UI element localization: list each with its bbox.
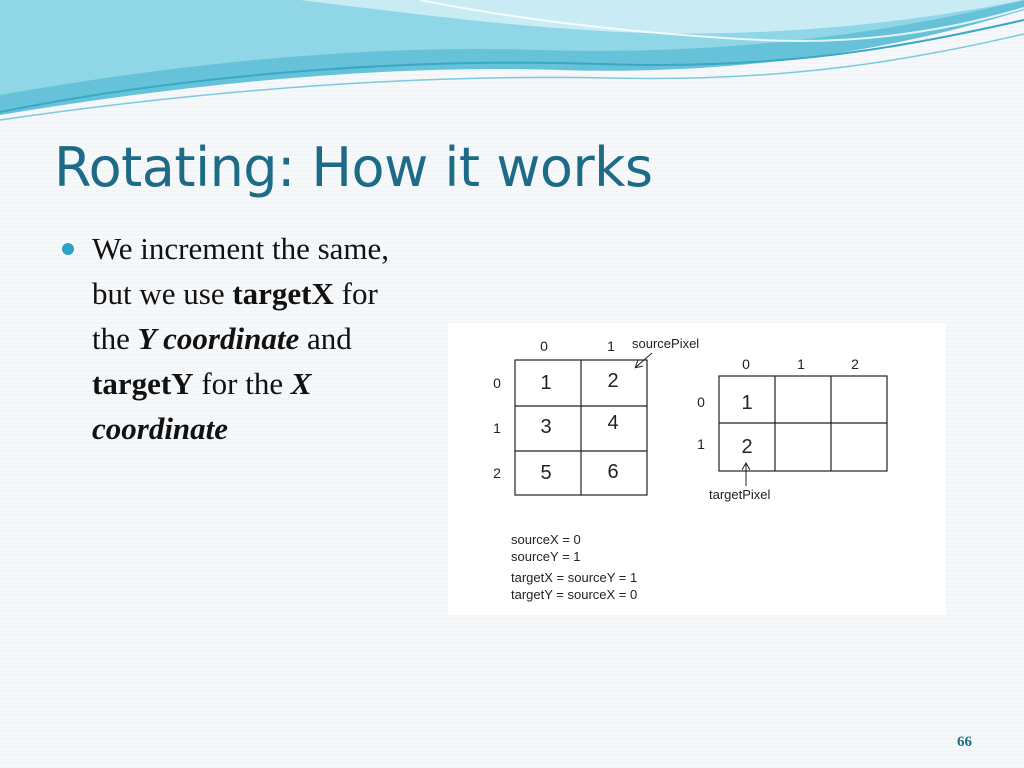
bullet-dot-icon bbox=[62, 243, 74, 255]
source-row-label: 2 bbox=[493, 465, 501, 481]
bullet-item bbox=[62, 226, 482, 451]
target-pixel-label: targetPixel bbox=[709, 487, 771, 502]
text-run: the bbox=[92, 321, 138, 356]
source-cell-value: 3 bbox=[540, 416, 552, 438]
equation-line: sourceX = 0 bbox=[511, 532, 581, 547]
bullet-line-2 bbox=[92, 271, 482, 316]
text-run: for the bbox=[193, 366, 291, 401]
header-wave-decoration bbox=[0, 0, 1024, 130]
rotation-diagram bbox=[448, 323, 946, 615]
source-cell-value: 4 bbox=[607, 412, 619, 434]
emphasis-targetx: targetX bbox=[232, 276, 334, 311]
text-run: but we use bbox=[92, 276, 233, 311]
bullet-line-5 bbox=[92, 406, 482, 451]
target-cell-value: 1 bbox=[741, 392, 753, 414]
source-cell-value: 2 bbox=[607, 370, 619, 392]
bullet-line-1: We increment the same, bbox=[92, 231, 390, 266]
source-row-label: 0 bbox=[493, 375, 501, 391]
source-cell-value: 6 bbox=[607, 461, 619, 483]
emphasis-coordinate: coordinate bbox=[92, 411, 229, 446]
slide-title: Rotating: How it works bbox=[54, 136, 653, 199]
source-col-label: 1 bbox=[607, 338, 615, 354]
emphasis-y-coordinate: Y coordinate bbox=[137, 321, 300, 356]
bullet-text bbox=[92, 226, 482, 451]
source-cell-value: 5 bbox=[540, 462, 552, 484]
bullet-list bbox=[62, 226, 482, 451]
bullet-line-3 bbox=[92, 316, 482, 361]
target-col-label: 2 bbox=[851, 356, 859, 372]
rotation-diagram-svg bbox=[448, 323, 946, 615]
target-row-label: 0 bbox=[697, 394, 705, 410]
target-cell-value: 2 bbox=[741, 436, 753, 458]
equation-line: sourceY = 1 bbox=[511, 549, 581, 564]
source-col-label: 0 bbox=[540, 338, 548, 354]
text-run: for bbox=[333, 276, 378, 311]
page-number: 66 bbox=[957, 734, 972, 750]
target-row-label: 1 bbox=[697, 436, 705, 452]
text-run: and bbox=[299, 321, 352, 356]
emphasis-x: X bbox=[290, 366, 312, 401]
bullet-line-4 bbox=[92, 361, 482, 406]
target-col-label: 1 bbox=[797, 356, 805, 372]
equation-line: targetX = sourceY = 1 bbox=[511, 570, 638, 585]
source-cell-value: 1 bbox=[540, 372, 552, 394]
source-pixel-label: sourcePixel bbox=[632, 336, 700, 351]
source-row-label: 1 bbox=[493, 420, 501, 436]
emphasis-targety: targetY bbox=[92, 366, 194, 401]
target-col-label: 0 bbox=[742, 356, 750, 372]
equation-line: targetY = sourceX = 0 bbox=[511, 587, 638, 602]
source-grid bbox=[515, 360, 647, 495]
